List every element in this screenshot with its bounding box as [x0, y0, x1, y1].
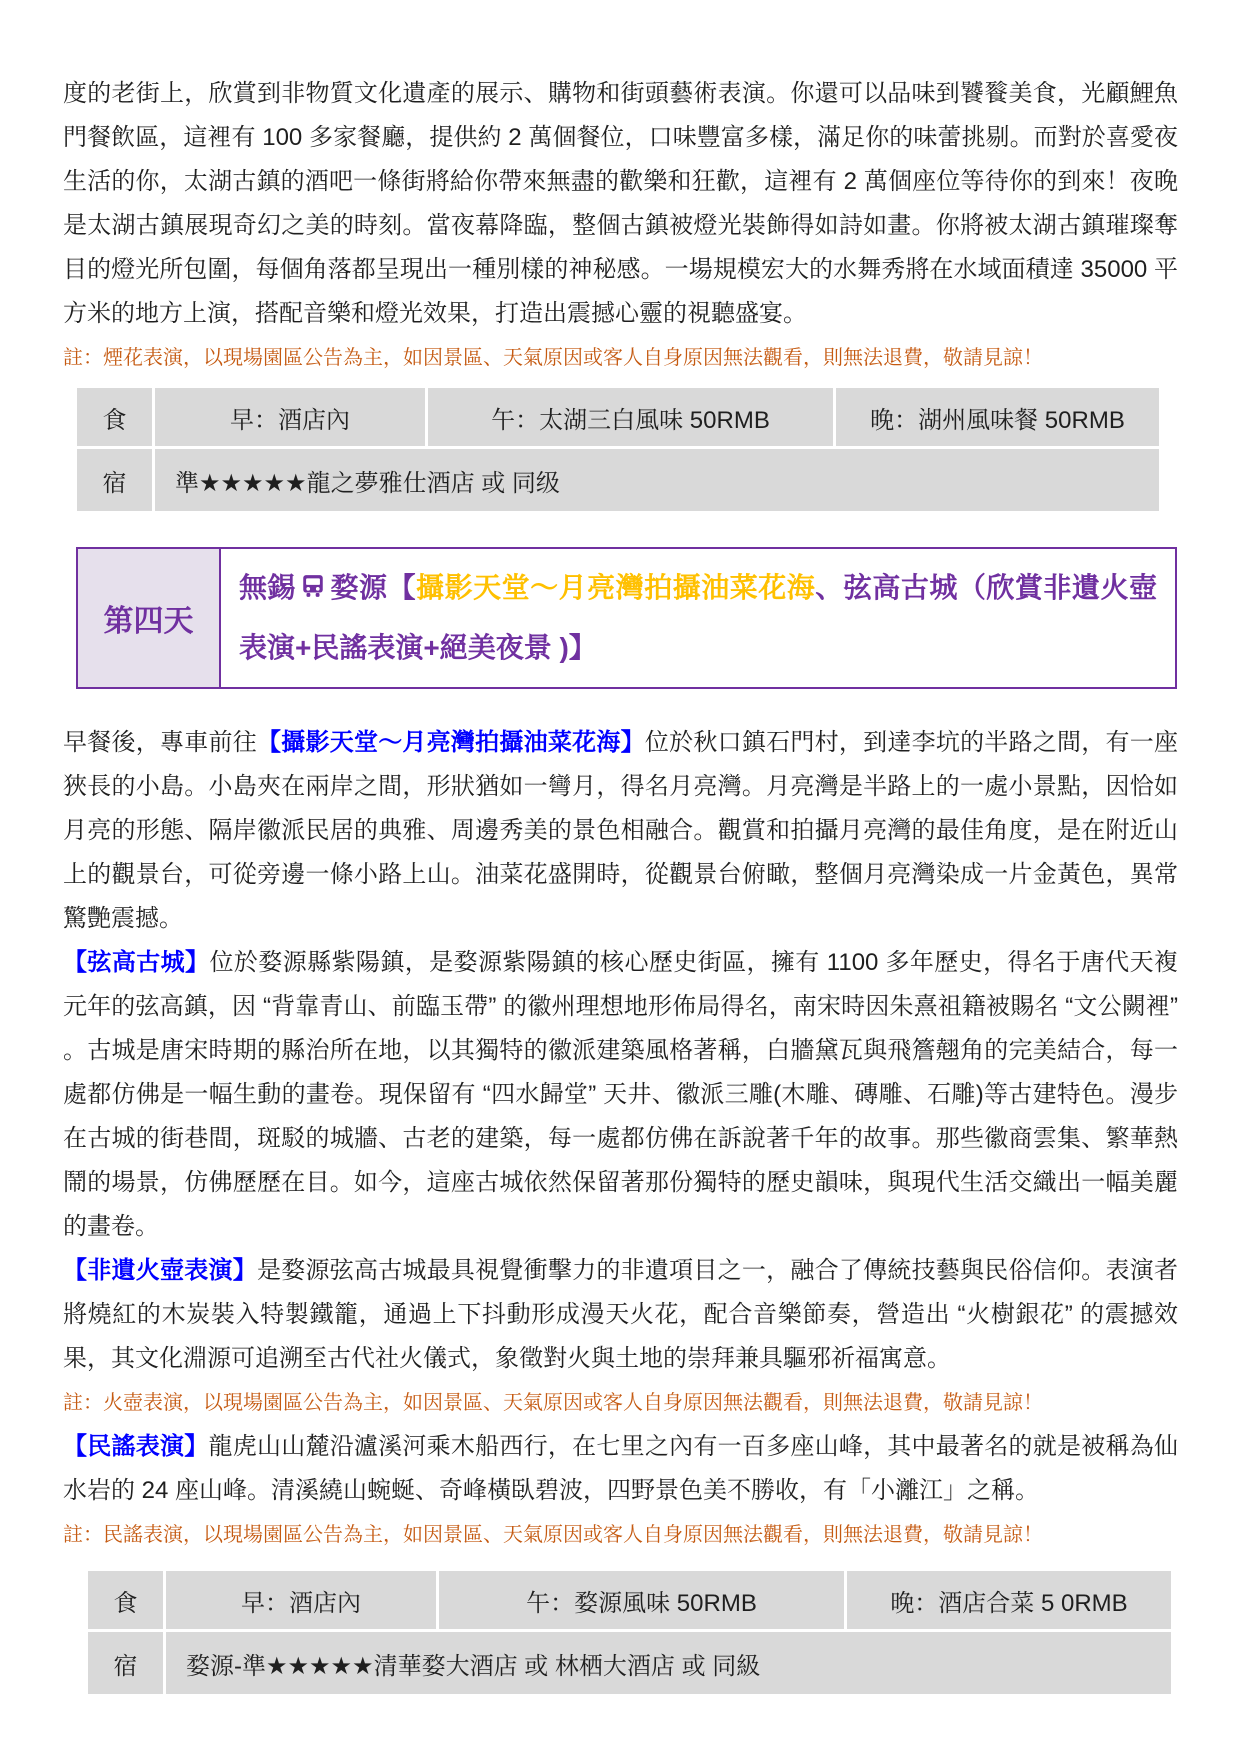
hotel-cell: 準★★★★★龍之夢雅仕酒店 或 同级: [155, 449, 1159, 511]
day4-title-rest: 、弦高古城（欣賞非遺火壺表演+民謠表演+絕美夜景 )】: [239, 572, 1157, 663]
intro-paragraph: 度的老街上，欣賞到非物質文化遺產的展示、購物和街頭藝術表演。你還可以品味到饕餮美食，光顧鯉魚門餐飲區，這裡有 100 多家餐廳，提供約 2 萬個餐位，口味豐富多樣，滿足你的味蕾挑剔。而對於喜愛夜生活的你，太湖古鎮的酒吧一條街將給你帶來無盡的歡樂和狂歡，這裡有 2 萬個座位等待你的到來！夜晚是太湖古鎮展現奇幻之美的時刻。當夜幕降臨，整個古鎮被燈光裝飾得如詩如畫。你將被太湖古鎮璀璨奪目的燈光所包圍，每個角落都呈現出一種別樣的神秘感。一場規模宏大的水舞秀將在水域面積達 35000 平方米的地方上演，搭配音樂和燈光效果，打造出震撼心靈的視聽盛宴。: [63, 80, 1178, 327]
meal-label: 食: [88, 1571, 163, 1629]
fire-pot-paragraph: [63, 1249, 1178, 1381]
folk-song-paragraph: [63, 1425, 1178, 1513]
fire-pot-body: 是婺源弦高古城最具視覺衝擊力的非遺項目之一，融合了傳統技藝與民俗信仰。表演者將燒紅的木炭裝入特製鐵籠，通過上下抖動形成漫天火花，配合音樂節奏，營造出 “火樹銀花” 的震撼效果，其文化淵源可追溯至古代社火儀式，象徵對火與土地的崇拜兼具驅邪祈福寓意。: [63, 1257, 1179, 1372]
day4-title-gold: 攝影天堂～月亮灣拍攝油菜花海: [416, 572, 816, 603]
stay-label: 宿: [88, 1632, 163, 1694]
fire-pot-highlight: 【非遺火壺表演】: [63, 1257, 257, 1284]
lunch-cell: 午：太湖三白風味 50RMB: [428, 388, 833, 446]
day4-title-to: 婺源【: [330, 572, 417, 603]
day4-title-from: 無錫: [239, 572, 297, 603]
folk-song-highlight: 【民謠表演】: [63, 1433, 209, 1460]
note-folk-song: 註：民謠表演，以現場園區公告為主，如因景區、天氣原因或客人自身原因無法觀看，則無法退費，敬請見諒！: [63, 1524, 1043, 1546]
meal-label: 食: [77, 388, 152, 446]
note-fireworks: 註：煙花表演，以現場園區公告為主，如因景區、天氣原因或客人自身原因無法觀看，則無法退費，敬請見諒！: [63, 347, 1043, 369]
moon-bay-lead: 早餐後，專車前往: [63, 729, 257, 756]
xiangao-body: 位於婺源縣紫陽鎮，是婺源紫陽鎮的核心歷史街區，擁有 1100 多年歷史，得名于唐代天複元年的弦高鎮，因 “背靠青山、前臨玉帶” 的徽州理想地形佈局得名，南宋時因朱熹祖籍被賜名 “文公闕裡” 。古城是唐宋時期的縣治所在地，以其獨特的徽派建築風格著稱，白牆黛瓦與飛簷翹角的完美結合，每一處都仿佛是一幅生動的畫卷。現保留有 “四水歸堂” 天井、徽派三雕(木雕、磚雕、石雕)等古建特色。漫步在古城的街巷間，斑駁的城牆、古老的建築，每一處都仿佛在訴說著千年的故事。那些徽商雲集、繁華熱鬧的場景，仿佛歷歷在目。如今，這座古城依然保留著那份獨特的歷史韻味，與現代生活交織出一幅美麗的畫卷。: [63, 949, 1178, 1240]
dinner-cell: 晚：湖州風味餐 50RMB: [836, 388, 1159, 446]
day4-label: 第四天: [78, 549, 221, 687]
day4-header: [76, 547, 1177, 689]
meal-table-day3: [77, 388, 1159, 511]
dinner-cell: 晚：酒店合菜 5 0RMB: [847, 1571, 1171, 1629]
breakfast-cell: 早：酒店內: [155, 388, 425, 446]
moon-bay-highlight: 【攝影天堂～月亮灣拍攝油菜花海】: [256, 729, 645, 756]
moon-bay-paragraph: [63, 721, 1178, 941]
folk-song-body: 龍虎山山麓沿瀘溪河乘木船西行，在七里之內有一百多座山峰，其中最著名的就是被稱為仙水岩的 24 座山峰。清溪繞山蜿蜒、奇峰橫臥碧波，四野景色美不勝收，有「小灕江」之稱。: [63, 1433, 1178, 1504]
bus-icon: [300, 561, 326, 619]
breakfast-cell: 早：酒店內: [166, 1571, 436, 1629]
day4-title: [221, 549, 1175, 687]
xiangao-paragraph: [63, 941, 1178, 1249]
hotel-cell: 婺源-準★★★★★清華婺大酒店 或 林栖大酒店 或 同級: [166, 1632, 1171, 1694]
stay-label: 宿: [77, 449, 152, 511]
xiangao-highlight: 【弦高古城】: [63, 949, 210, 976]
note-fire-pot: 註：火壺表演，以現場園區公告為主，如因景區、天氣原因或客人自身原因無法觀看，則無法退費，敬請見諒！: [63, 1392, 1043, 1414]
moon-bay-body: 位於秋口鎮石門村，到達李坑的半路之間，有一座狹長的小島。小島夾在兩岸之間，形狀猶如一彎月，得名月亮灣。月亮灣是半路上的一處小景點，因恰如月亮的形態、隔岸徽派民居的典雅、周邊秀美的景色相融合。觀賞和拍攝月亮灣的最佳角度，是在附近山上的觀景台，可從旁邊一條小路上山。油菜花盛開時，從觀景台俯瞰，整個月亮灣染成一片金黃色，異常驚艷震撼。: [63, 729, 1179, 932]
lunch-cell: 午：婺源風味 50RMB: [439, 1571, 844, 1629]
meal-table-day4: [88, 1571, 1171, 1694]
